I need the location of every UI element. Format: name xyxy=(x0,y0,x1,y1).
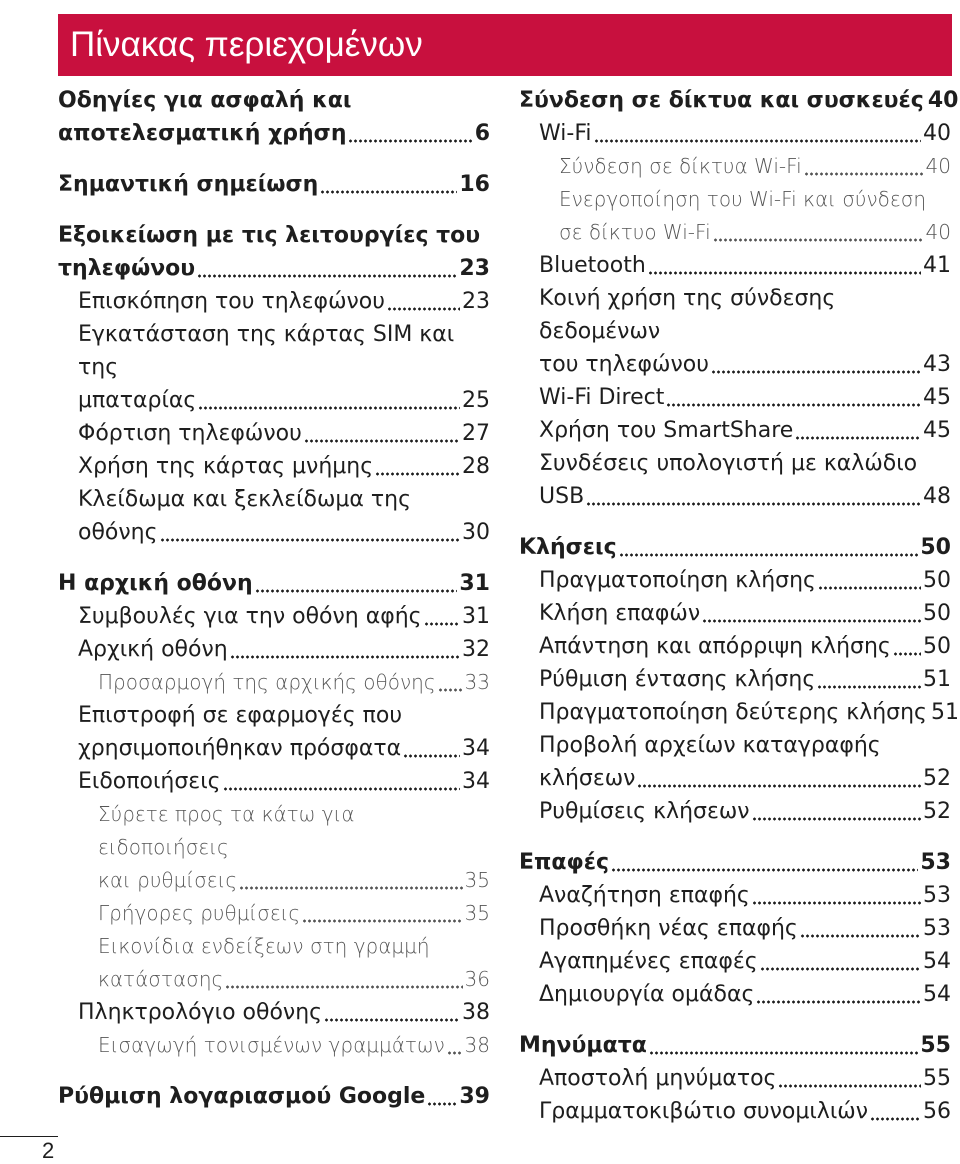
dot-leader xyxy=(348,138,472,144)
dot-leader xyxy=(756,999,921,1005)
toc-entry[interactable] xyxy=(519,630,951,663)
toc-entry-title-line: Επισκόπηση του τηλεφώνου xyxy=(78,289,385,314)
toc-entry[interactable] xyxy=(58,897,490,930)
toc-page-number: 50 xyxy=(923,601,951,626)
toc-entry-title-line: οθόνης xyxy=(78,520,158,545)
toc-entry[interactable] xyxy=(58,318,490,417)
toc-entry-title-line: Wi-Fi xyxy=(539,121,592,146)
toc-entry[interactable] xyxy=(519,597,951,630)
dot-leader xyxy=(619,552,919,558)
dot-leader xyxy=(870,1116,921,1122)
toc-entry[interactable] xyxy=(58,996,490,1029)
toc-entry-title-line: Εικονίδια ενδείξεων στη γραμμή xyxy=(98,934,430,958)
toc-page-number: 32 xyxy=(462,637,490,662)
dot-leader xyxy=(818,585,921,591)
dot-leader xyxy=(702,618,921,624)
toc-entry-title-line: Σημαντική σημείωση xyxy=(58,172,319,197)
dot-leader xyxy=(438,687,463,693)
toc-entry-row xyxy=(519,531,951,564)
toc-entry-title-line: κατάστασης xyxy=(98,967,224,991)
footer-rule xyxy=(0,1136,58,1137)
toc-entry-title-line: Ρύθμιση λογαριασμού Google xyxy=(58,1084,426,1109)
toc-entry-row xyxy=(519,1029,951,1062)
toc-entry[interactable] xyxy=(519,447,951,513)
toc-entry[interactable] xyxy=(58,417,490,450)
toc-entry-row xyxy=(539,564,951,597)
toc-page-number: 52 xyxy=(923,766,951,791)
toc-section-entry[interactable] xyxy=(58,219,490,285)
dot-leader xyxy=(666,402,921,408)
toc-entry-row xyxy=(539,597,951,630)
toc-entry-row xyxy=(78,450,490,483)
toc-entry[interactable] xyxy=(58,699,490,765)
toc-entry-row xyxy=(78,516,490,549)
toc-entry-row xyxy=(58,168,490,201)
toc-page-number: 34 xyxy=(462,736,490,761)
dot-leader xyxy=(424,621,460,627)
toc-entry-title-line: Σύνδεση σε δίκτυα Wi-Fi xyxy=(559,154,802,178)
toc-page-number: 34 xyxy=(462,769,490,794)
toc-page-number: 40 xyxy=(925,154,951,178)
dot-leader xyxy=(160,537,460,543)
toc-page-number: 45 xyxy=(923,418,951,443)
toc-entry[interactable] xyxy=(519,414,951,447)
toc-page-number: 30 xyxy=(462,520,490,545)
toc-page-number: 51 xyxy=(930,700,959,725)
toc-entry[interactable] xyxy=(519,912,951,945)
toc-entry-title-line: Αποστολή μηνύματος xyxy=(539,1066,777,1091)
dot-leader xyxy=(403,753,460,759)
toc-entry-title-line: Επιστροφή σε εφαρμογές που xyxy=(78,703,403,728)
toc-entry-row xyxy=(58,567,490,600)
toc-entry[interactable] xyxy=(519,381,951,414)
toc-entry-title-line: Κλήση επαφών xyxy=(539,601,701,626)
dot-leader xyxy=(804,171,924,177)
toc-entry-title-line: Πληκτρολόγιο οθόνης xyxy=(78,1000,323,1025)
toc-entry[interactable] xyxy=(519,282,951,381)
toc-entry[interactable] xyxy=(519,249,951,282)
toc-entry-row xyxy=(519,84,959,117)
page-title: Πίνακας περιεχομένων xyxy=(70,25,423,64)
toc-page-number: 50 xyxy=(923,568,951,593)
toc-page-number: 54 xyxy=(923,949,951,974)
toc-page-number: 28 xyxy=(462,454,490,479)
toc-page-number: 6 xyxy=(474,121,490,146)
toc-entry-row xyxy=(539,348,951,381)
toc-entry[interactable] xyxy=(519,564,951,597)
toc-page-number: 23 xyxy=(459,256,490,281)
toc-entry-title-line: Χρήση της κάρτας μνήμης xyxy=(78,454,374,479)
title-banner xyxy=(58,14,952,76)
toc-entry-row xyxy=(78,996,490,1029)
toc-entry-row xyxy=(539,381,951,414)
toc-entry-title-line: Wi-Fi Direct xyxy=(539,385,665,410)
toc-entry-row xyxy=(78,765,490,798)
toc-entry[interactable] xyxy=(519,945,951,978)
toc-entry-row xyxy=(539,795,951,828)
toc-entry-row xyxy=(539,696,959,729)
toc-page-number: 56 xyxy=(923,1099,951,1124)
toc-entry-title-line: Εξοικείωση με τις λειτουργίες του xyxy=(58,223,481,248)
dot-leader xyxy=(649,1050,919,1056)
toc-right-column xyxy=(519,84,959,1128)
toc-section-entry[interactable] xyxy=(519,846,951,879)
toc-entry-title-line: μπαταρίας xyxy=(78,388,197,413)
toc-entry-title-line: Προσθήκη νέας επαφής xyxy=(539,916,798,941)
toc-entry-title-line: Bluetooth xyxy=(539,253,646,278)
toc-entry-row xyxy=(519,846,951,879)
toc-entry-title-line: Κλείδωμα και ξεκλείδωμα της xyxy=(78,487,412,512)
toc-page-number: 40 xyxy=(925,220,951,244)
toc-page-number: 38 xyxy=(464,1033,490,1057)
toc-entry-row xyxy=(58,252,490,285)
toc-page-number: 41 xyxy=(923,253,951,278)
toc-entry-row xyxy=(58,117,490,150)
toc-page-number: 53 xyxy=(923,883,951,908)
dot-leader xyxy=(817,684,921,690)
toc-entry-title-line: Συνδέσεις υπολογιστή με καλώδιο xyxy=(539,451,918,476)
toc-entry-row xyxy=(78,732,490,765)
toc-entry-title-line: κλήσεων xyxy=(539,766,636,791)
toc-entry[interactable] xyxy=(58,930,490,996)
toc-page-number: 45 xyxy=(923,385,951,410)
toc-entry-title-line: τηλεφώνου xyxy=(58,256,196,281)
toc-entry-row xyxy=(78,417,490,450)
dot-leader xyxy=(713,237,924,243)
toc-entry-title-line: Πραγματοποίηση κλήσης xyxy=(539,568,816,593)
toc-entry-row xyxy=(78,600,490,633)
toc-page-number: 50 xyxy=(923,634,951,659)
toc-entry[interactable] xyxy=(519,729,951,795)
toc-entry-title-line: Χρήση του SmartShare xyxy=(539,418,794,443)
dot-leader xyxy=(197,273,457,279)
dot-leader xyxy=(795,435,921,441)
toc-entry-row xyxy=(78,384,490,417)
toc-entry-row xyxy=(539,1095,951,1128)
toc-entry-title-line: Ενεργοποίηση του Wi-Fi και σύνδεση xyxy=(559,187,927,211)
dot-leader xyxy=(225,984,462,990)
dot-leader xyxy=(387,306,460,312)
toc-entry[interactable] xyxy=(519,663,951,696)
dot-leader xyxy=(752,900,921,906)
toc-page-number: 35 xyxy=(464,868,490,892)
toc-entry-row xyxy=(539,249,951,282)
dot-leader xyxy=(586,501,921,507)
toc-entry-title-line: USB xyxy=(539,484,585,509)
toc-page-number: 52 xyxy=(923,799,951,824)
toc-entry-row xyxy=(58,1080,490,1113)
toc-entry-row xyxy=(539,762,951,795)
toc-entry[interactable] xyxy=(58,633,490,666)
toc-section-entry[interactable] xyxy=(58,168,490,201)
dot-leader xyxy=(375,471,460,477)
toc-page-number: 23 xyxy=(462,289,490,314)
toc-page-number: 55 xyxy=(923,1066,951,1091)
dot-leader xyxy=(760,966,921,972)
toc-entry-title-line: Σύνδεση σε δίκτυα και συσκευές xyxy=(519,88,924,113)
toc-entry-row xyxy=(539,663,951,696)
toc-page-number: 38 xyxy=(462,1000,490,1025)
toc-entry-title-line: Εγκατάσταση της κάρτας SIM και της xyxy=(78,322,455,380)
toc-page-number: 51 xyxy=(923,667,951,692)
toc-entry-title-line: Αναζήτηση επαφής xyxy=(539,883,750,908)
toc-entry-row xyxy=(98,963,490,996)
toc-entry-title-line: Κλήσεις xyxy=(519,535,617,560)
toc-page-number: 33 xyxy=(464,670,490,694)
toc-page-number: 40 xyxy=(927,88,959,113)
toc-entry-title-line: Συμβουλές για την οθόνη αφής xyxy=(78,604,422,629)
toc-entry[interactable] xyxy=(58,600,490,633)
toc-section-entry[interactable] xyxy=(58,84,490,150)
toc-page-number: 50 xyxy=(920,535,951,560)
toc-entry-row xyxy=(559,150,951,183)
toc-entry-title-line: Απάντηση και απόρριψη κλήσης xyxy=(539,634,891,659)
toc-page-number: 43 xyxy=(923,352,951,377)
page-number: 2 xyxy=(42,1138,55,1163)
dot-leader xyxy=(711,369,921,375)
toc-entry-title-line: Η αρχική οθόνη xyxy=(58,571,253,596)
toc-entry-title-line: Αγαπημένες επαφές xyxy=(539,949,758,974)
toc-section-entry[interactable] xyxy=(58,1080,490,1113)
toc-entry-title-line: Εισαγωγή τονισμένων γραμμάτων xyxy=(98,1033,445,1057)
toc-page-number: 48 xyxy=(923,484,951,509)
toc-entry[interactable] xyxy=(58,1029,490,1062)
toc-entry-title-line: Γρήγορες ρυθμίσεις xyxy=(98,901,301,925)
toc-entry[interactable] xyxy=(58,483,490,549)
toc-entry-title-line: Αρχική οθόνη xyxy=(78,637,228,662)
toc-entry-title-line: Επαφές xyxy=(519,850,610,875)
toc-entry-row xyxy=(78,285,490,318)
toc-entry-title-line: σε δίκτυο Wi-Fi xyxy=(559,220,711,244)
dot-leader xyxy=(302,918,462,924)
dot-leader xyxy=(594,138,922,144)
toc-entry[interactable] xyxy=(519,183,951,249)
toc-entry-row xyxy=(539,912,951,945)
toc-entry-title-line: Φόρτιση τηλεφώνου xyxy=(78,421,302,446)
dot-leader xyxy=(223,786,460,792)
toc-entry-title-line: Δημιουργία ομάδας xyxy=(539,982,755,1007)
toc-entry-row xyxy=(539,945,951,978)
toc-entry-title-line: Κοινή χρήση της σύνδεσης δεδομένων xyxy=(539,286,836,344)
toc-section-entry[interactable] xyxy=(519,84,959,117)
dot-leader xyxy=(198,405,460,411)
toc-entry-title-line: Σύρετε προς τα κάτω για ειδοποιήσεις xyxy=(98,802,355,859)
dot-leader xyxy=(648,270,921,276)
toc-entry[interactable] xyxy=(58,450,490,483)
toc-page-number: 53 xyxy=(923,916,951,941)
toc-entry-row xyxy=(78,633,490,666)
toc-page-number: 39 xyxy=(459,1084,490,1109)
toc-entry-row xyxy=(539,1062,951,1095)
dot-leader xyxy=(230,654,460,660)
toc-entry[interactable] xyxy=(519,117,951,150)
dot-leader xyxy=(611,867,918,873)
toc-entry[interactable] xyxy=(58,285,490,318)
toc-entry-row xyxy=(539,978,951,1011)
toc-entry[interactable] xyxy=(519,795,951,828)
toc-page-number: 54 xyxy=(923,982,951,1007)
toc-entry-row xyxy=(98,897,490,930)
toc-page-number: 55 xyxy=(920,1033,951,1058)
dot-leader xyxy=(637,783,921,789)
toc-entry[interactable] xyxy=(519,879,951,912)
toc-entry[interactable] xyxy=(519,1095,951,1128)
dot-leader xyxy=(239,885,462,891)
toc-page-number: 27 xyxy=(462,421,490,446)
toc-entry-row xyxy=(539,414,951,447)
toc-entry-row xyxy=(539,480,951,513)
dot-leader xyxy=(778,1083,921,1089)
dot-leader xyxy=(255,588,458,594)
toc-entry-title-line: Μηνύματα xyxy=(519,1033,647,1058)
toc-page-number: 25 xyxy=(462,388,490,413)
toc-entry-row xyxy=(98,864,490,897)
dot-leader xyxy=(752,816,921,822)
dot-leader xyxy=(320,189,457,195)
toc-page-number: 35 xyxy=(464,901,490,925)
toc-entry-title-line: Ρυθμίσεις κλήσεων xyxy=(539,799,750,824)
toc-section-entry[interactable] xyxy=(519,1029,951,1062)
toc-entry-title-line: Πραγματοποίηση δεύτερης κλήσης xyxy=(539,700,927,725)
toc-left-column xyxy=(58,84,490,1113)
toc-page-number: 31 xyxy=(459,571,490,596)
toc-entry[interactable] xyxy=(519,150,951,183)
toc-entry-row xyxy=(559,216,951,249)
dot-leader xyxy=(800,933,921,939)
toc-entry-title-line: αποτελεσματική χρήση xyxy=(58,121,347,146)
toc-entry[interactable] xyxy=(58,765,490,798)
toc-entry-title-line: Προβολή αρχείων καταγραφής xyxy=(539,733,881,758)
toc-entry-row xyxy=(539,879,951,912)
toc-entry-title-line: Γραμματοκιβώτιο συνομιλιών xyxy=(539,1099,868,1124)
toc-entry-title-line: Ειδοποιήσεις xyxy=(78,769,221,794)
toc-entry-title-line: και ρυθμίσεις xyxy=(98,868,238,892)
toc-section-entry[interactable] xyxy=(519,531,951,564)
toc-page-number: 31 xyxy=(462,604,490,629)
toc-entry[interactable] xyxy=(58,798,490,897)
toc-page-number: 40 xyxy=(923,121,951,146)
toc-entry-title-line: χρησιμοποιήθηκαν πρόσφατα xyxy=(78,736,402,761)
toc-entry-row xyxy=(98,666,490,699)
toc-entry-row xyxy=(539,630,951,663)
toc-entry-title-line: Προσαρμογή της αρχικής οθόνης xyxy=(98,670,436,694)
toc-page-number: 16 xyxy=(459,172,490,197)
toc-entry[interactable] xyxy=(519,696,959,729)
toc-entry-row xyxy=(98,1029,490,1062)
toc-entry-title-line: Ρύθμιση έντασης κλήσης xyxy=(539,667,816,692)
toc-section-entry[interactable] xyxy=(58,567,490,600)
dot-leader xyxy=(304,438,460,444)
toc-entry[interactable] xyxy=(519,1062,951,1095)
toc-page-number: 36 xyxy=(464,967,490,991)
toc-entry-title-line: του τηλεφώνου xyxy=(539,352,709,377)
toc-entry[interactable] xyxy=(58,666,490,699)
toc-entry-row xyxy=(539,117,951,150)
toc-entry[interactable] xyxy=(519,978,951,1011)
toc-page-number: 53 xyxy=(920,850,951,875)
dot-leader xyxy=(893,651,921,657)
toc-entry-title-line: Οδηγίες για ασφαλή και xyxy=(58,88,352,113)
dot-leader xyxy=(324,1017,460,1023)
dot-leader xyxy=(427,1101,457,1107)
dot-leader xyxy=(447,1050,463,1056)
